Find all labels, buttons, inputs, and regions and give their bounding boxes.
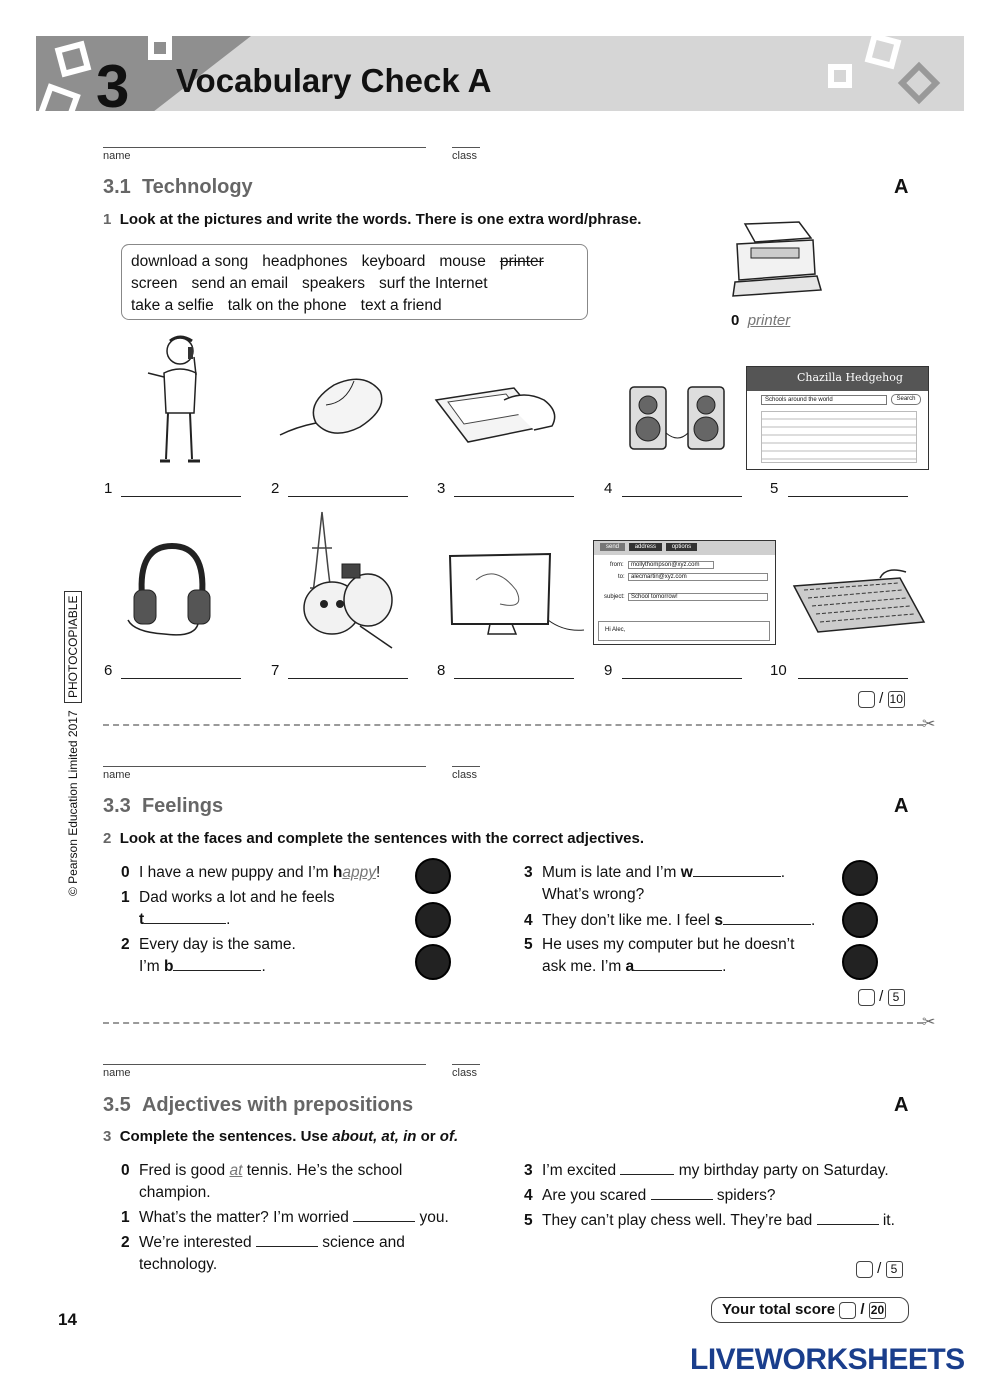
section-title: 3.5 Adjectives with prepositions	[103, 1094, 414, 1116]
sentence-item: 2 Every day is the same. I’m b .	[121, 936, 296, 975]
sentence-item: 0 Fred is good at tennis. He’s the school champion.	[121, 1162, 403, 1201]
instruction: 3 Complete the sentences. Use about, at, in or of.	[103, 1128, 459, 1145]
answer-input[interactable]	[620, 1174, 674, 1175]
score-max: 5	[886, 1261, 903, 1278]
phone-call-person-icon	[136, 333, 216, 465]
answer-input[interactable]	[454, 496, 574, 497]
total-score-input[interactable]	[839, 1302, 856, 1319]
section-score: / 5	[856, 1260, 903, 1278]
answer-input[interactable]	[454, 678, 574, 679]
name-input[interactable]	[103, 766, 426, 767]
item-number: 7	[271, 662, 280, 679]
word-item: headphones	[262, 253, 348, 270]
answer-input[interactable]	[144, 923, 226, 924]
word-item: screen	[131, 275, 178, 292]
tired-face-icon	[415, 902, 451, 938]
email-from: mollythompson@xyz.com	[628, 561, 714, 569]
page-title: Vocabulary Check A	[176, 62, 492, 99]
screen-monitor-icon	[446, 550, 586, 640]
instruction: 1 Look at the pictures and write the words. There is one extra word/phrase.	[103, 211, 642, 228]
worried-face-icon	[842, 860, 878, 896]
score-input[interactable]	[858, 989, 875, 1006]
item-number: 10	[770, 662, 787, 679]
email-to: alecmartin@xyz.com	[628, 573, 768, 581]
email-tab-send: send	[600, 543, 625, 551]
keyboard-icon	[790, 566, 930, 638]
name-label: name	[103, 769, 131, 781]
class-input[interactable]	[452, 1064, 480, 1065]
word-item: talk on the phone	[227, 297, 347, 314]
word-item-used: printer	[499, 253, 544, 270]
version-letter: A	[894, 176, 909, 198]
email-screenshot	[593, 540, 776, 645]
score-input[interactable]	[856, 1261, 873, 1278]
email-tab-options: options	[666, 543, 697, 551]
answer-input[interactable]	[634, 970, 722, 971]
item-number: 4	[604, 480, 613, 497]
angry-face-icon	[842, 944, 878, 980]
liveworksheets-logo: LIVEWORKSHEETS	[690, 1343, 965, 1376]
website-screenshot	[746, 366, 929, 470]
item-number: 8	[437, 662, 446, 679]
section-title: 3.3 Feelings	[103, 795, 224, 817]
answer-input[interactable]	[173, 970, 261, 971]
answer-input[interactable]	[288, 496, 408, 497]
side-copyright	[48, 546, 80, 896]
photocopiable-label: PHOTOCOPIABLE	[64, 591, 82, 703]
texting-phone-icon	[434, 386, 564, 446]
score-input[interactable]	[858, 691, 875, 708]
item-number: 5	[770, 480, 779, 497]
answer-input[interactable]	[288, 678, 408, 679]
answer-input[interactable]	[121, 496, 241, 497]
website-results	[761, 411, 917, 463]
section-score: / 10	[858, 690, 905, 708]
item-number: 1	[104, 480, 113, 497]
word-item: surf the Internet	[378, 275, 488, 292]
total-max: 20	[870, 1302, 885, 1317]
sentence-item: 4 They don’t like me. I feel s .	[524, 912, 816, 929]
total-score: Your total score / 20	[711, 1297, 909, 1323]
answer-input[interactable]	[788, 496, 908, 497]
selfie-photo-icon	[282, 508, 412, 656]
answer-input[interactable]	[817, 1224, 879, 1225]
headphones-icon	[124, 540, 220, 640]
answer-input[interactable]	[622, 678, 742, 679]
sentence-item: 0 I have a new puppy and I’m happy!	[121, 864, 381, 881]
class-input[interactable]	[452, 766, 480, 767]
happy-face-icon	[415, 858, 451, 894]
class-input[interactable]	[452, 147, 480, 148]
score-max: 10	[889, 691, 903, 706]
class-label: class	[452, 150, 478, 162]
cut-line	[103, 724, 923, 726]
answer-input[interactable]	[121, 678, 241, 679]
unit-number: 3	[96, 53, 130, 120]
page-number: 14	[58, 1310, 77, 1329]
sentence-item: 3 Mum is late and I’m w . What’s wrong?	[524, 864, 786, 903]
answer-input[interactable]	[798, 678, 908, 679]
word-item: download a song	[131, 253, 249, 270]
sentence-item: 1 What’s the matter? I’m worried you.	[121, 1209, 449, 1226]
item-number: 6	[104, 662, 113, 679]
website-search-input: Schools around the world	[761, 395, 887, 405]
decor-square	[148, 36, 172, 60]
name-label: name	[103, 150, 131, 162]
word-item: take a selfie	[131, 297, 214, 314]
email-from-label: from:	[610, 562, 624, 568]
version-letter: A	[894, 795, 909, 817]
answer-input[interactable]	[256, 1246, 318, 1247]
website-title: Chazilla Hedgehog	[747, 367, 928, 391]
sentence-item: 5 They can’t play chess well. They’re bad it.	[524, 1212, 895, 1229]
bored-face-icon	[415, 944, 451, 980]
name-input[interactable]	[103, 1064, 426, 1065]
item-number: 2	[271, 480, 280, 497]
section-score: / 5	[858, 988, 905, 1006]
word-item: keyboard	[361, 253, 426, 270]
printer-icon	[727, 218, 823, 300]
answer-input[interactable]	[353, 1221, 415, 1222]
score-max: 5	[888, 989, 905, 1006]
email-subject: School tomorrow!	[628, 593, 768, 601]
sentence-item: 3 I’m excited my birthday party on Saturday.	[524, 1162, 889, 1179]
item-number: 3	[437, 480, 446, 497]
word-item: send an email	[191, 275, 289, 292]
email-body: Hi Alec,	[598, 621, 770, 641]
name-input[interactable]	[103, 147, 426, 148]
scissors-icon: ✂	[922, 1014, 936, 1031]
cut-line	[103, 1022, 923, 1024]
answer-input[interactable]	[693, 876, 781, 877]
answer-input[interactable]	[723, 924, 811, 925]
sad-face-icon	[842, 902, 878, 938]
name-label: name	[103, 1067, 131, 1079]
scissors-icon: ✂	[922, 716, 936, 733]
website-search-button: Search	[891, 394, 921, 405]
decor-square	[828, 64, 852, 88]
sentence-item: 4 Are you scared spiders?	[524, 1187, 776, 1204]
sentence-item: 5 He uses my computer but he doesn’t ask me. I’m a .	[524, 936, 795, 975]
copyright-text: © Pearson Education Limited 2017	[66, 710, 80, 896]
word-item: text a friend	[360, 297, 442, 314]
word-item: speakers	[302, 275, 365, 292]
speakers-icon	[626, 383, 730, 453]
email-subject-label: subject:	[604, 594, 625, 600]
answer-input[interactable]	[651, 1199, 713, 1200]
sentence-item: 2 We’re interested science and technology.	[121, 1234, 405, 1273]
section-title: 3.1 Technology	[103, 176, 253, 198]
answer-input[interactable]	[622, 496, 742, 497]
word-box	[121, 244, 588, 320]
instruction: 2 Look at the faces and complete the sentences with the correct adjectives.	[103, 830, 645, 847]
email-tab-address: address	[629, 543, 662, 551]
class-label: class	[452, 769, 478, 781]
version-letter: A	[894, 1094, 909, 1116]
word-item: mouse	[439, 253, 486, 270]
email-to-label: to:	[618, 574, 625, 580]
mouse-icon	[276, 375, 386, 443]
item-number: 9	[604, 662, 613, 679]
sentence-item: 1 Dad works a lot and he feels t .	[121, 889, 335, 928]
class-label: class	[452, 1067, 478, 1079]
example-item: 0 printer	[731, 312, 791, 329]
